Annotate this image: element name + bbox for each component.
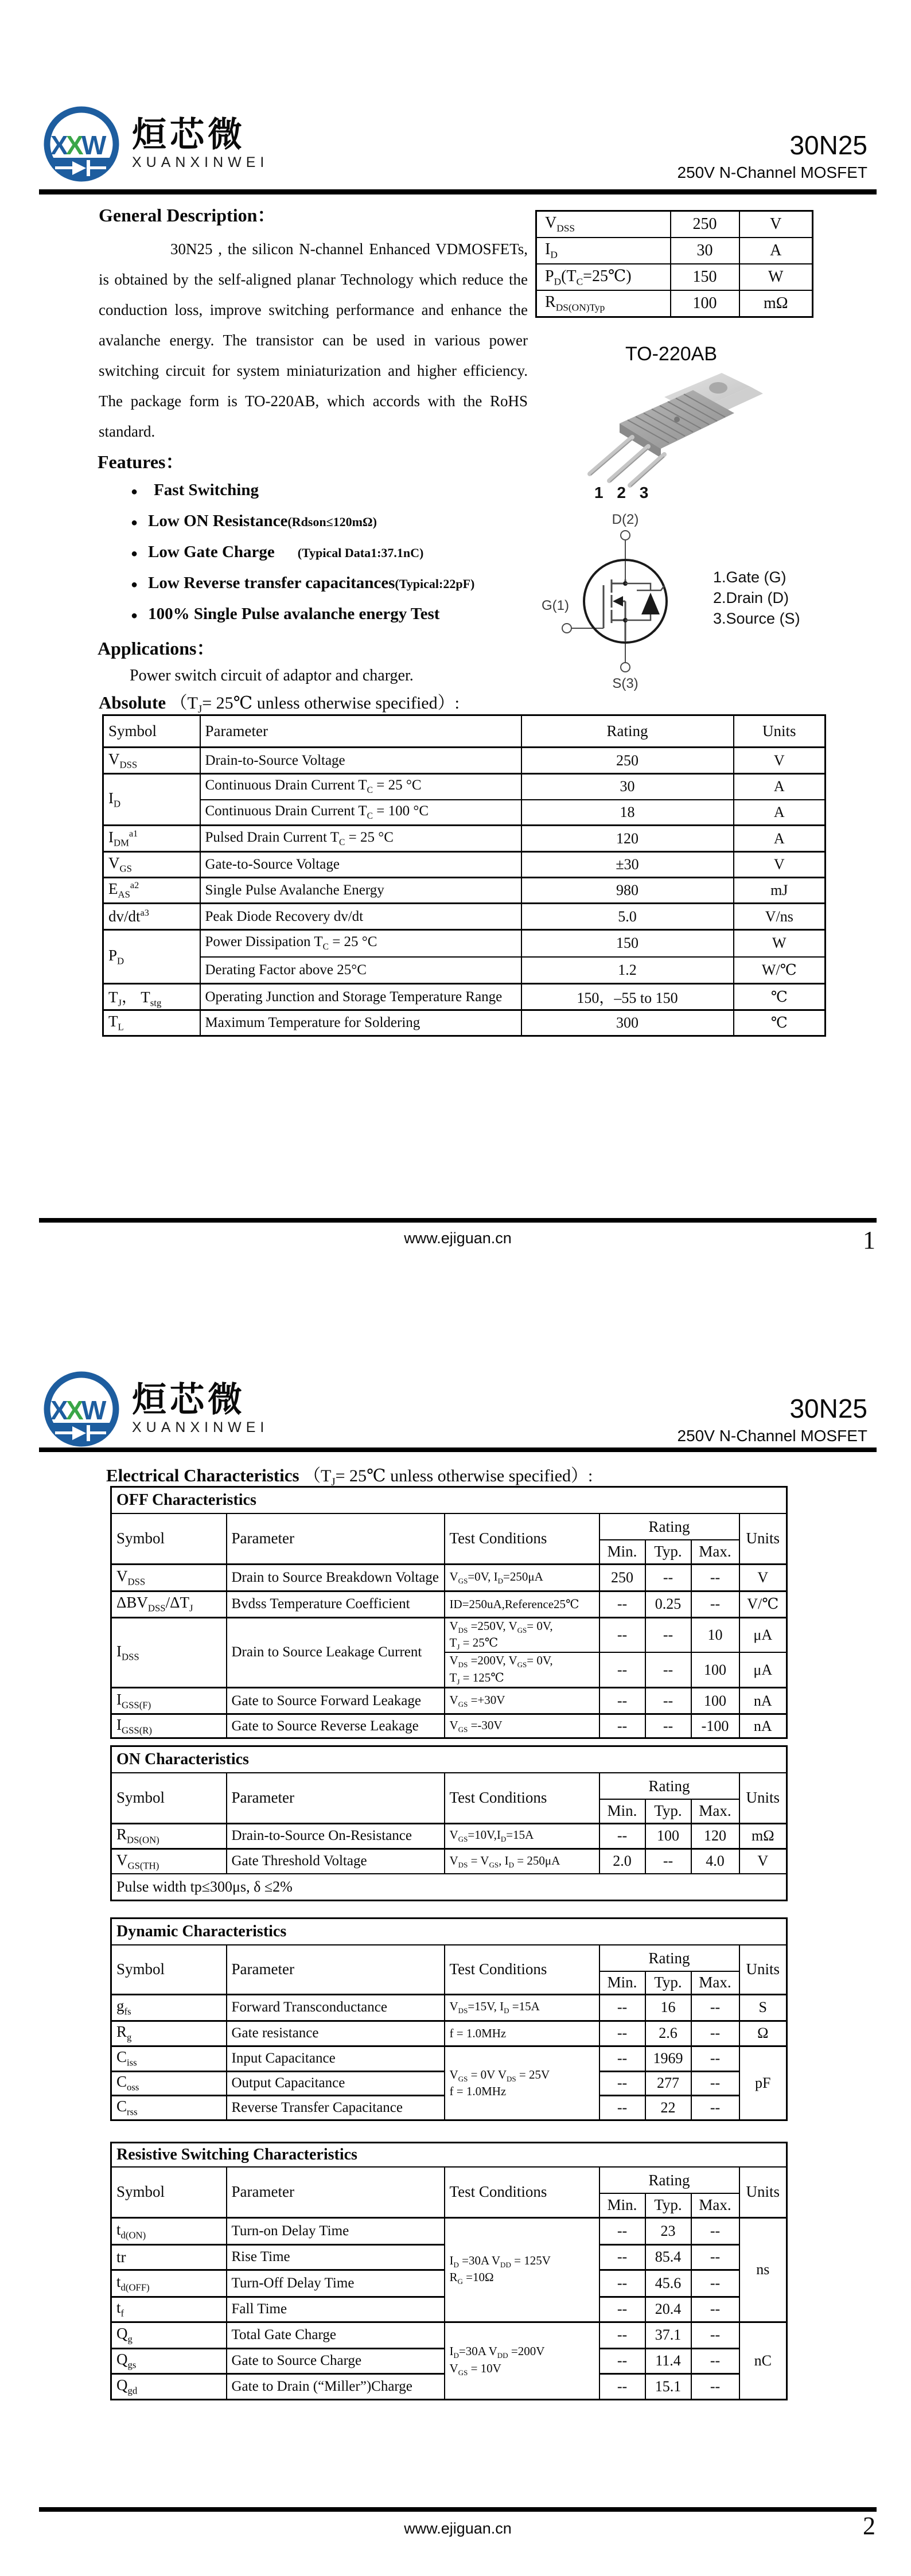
off-characteristics-table xyxy=(110,1486,788,1739)
part-number: 30N25 xyxy=(789,1394,867,1423)
svg-text:X: X xyxy=(66,1395,84,1425)
company-logo xyxy=(40,1371,126,1454)
list-item: ● Low ON Resistance (Rdson≤120mΩ) xyxy=(131,512,377,530)
table-row: $R_g$ Gate resistance f = 1.0MHz -- 2.6 -- Ω xyxy=(111,2021,787,2046)
param-value: 30 xyxy=(671,238,739,264)
table-row: $C_{rss}$ Reverse Transfer Capacitance -- 22 -- xyxy=(111,2095,787,2120)
svg-text:W: W xyxy=(81,130,107,160)
general-description-title: General Description： xyxy=(99,205,276,225)
table-row: Continuous Drain Current $T_C = 100$ °C 18 A xyxy=(103,800,826,826)
page-number: 2 xyxy=(863,2512,875,2540)
brand-name-en: XUANXINWEI xyxy=(132,1419,269,1435)
band-row: Resistive Switching Characteristics xyxy=(111,2143,787,2168)
list-item: ● Fast Switching xyxy=(131,481,259,499)
param-unit: W xyxy=(739,264,813,290)
brand-name-en: XUANXINWEI xyxy=(132,154,269,170)
table-row xyxy=(536,264,813,290)
dynamic-characteristics-table xyxy=(110,1917,788,2121)
list-item: ● Low Reverse transfer capacitances (Typical:22pF) xyxy=(131,574,475,592)
table-header-row: Min. Typ. Max. xyxy=(111,1540,787,1564)
table-row: $V_{GS}$ Gate-to-Source Voltage ±30 V xyxy=(103,852,826,878)
table-row: $I_{GSS(R)}$ Gate to Source Reverse Leakage $V_{GS} =-30V$ -- -- -100 nA xyxy=(111,1714,787,1738)
to220-package-icon xyxy=(568,367,769,499)
table-header-row: Symbol Parameter Test Conditions Rating Units xyxy=(111,1945,787,1971)
bullet-icon: ● xyxy=(131,485,138,498)
svg-text:X: X xyxy=(50,130,68,160)
table-header-row: Symbol Parameter Test Conditions Rating Units xyxy=(111,1773,787,1799)
footer-rule xyxy=(39,2507,877,2512)
header-rule xyxy=(39,1447,877,1452)
body-diode-icon xyxy=(625,583,664,620)
features-title: Features： xyxy=(98,452,184,472)
param-value: 100 xyxy=(671,290,739,317)
source-label: S(3) xyxy=(612,676,639,691)
param-unit: A xyxy=(739,238,813,264)
table-row: $t_{d(OFF)}$ Turn-Off Delay Time -- 45.6 -- xyxy=(111,2270,787,2297)
electrical-characteristics-title: Electrical Characteristics （$T_J=$ 25℃ unless otherwise specified）: xyxy=(106,1465,593,1488)
table-row: $I_D$ Continuous Drain Current $T_C = 25$ °C 30 A xyxy=(103,774,826,800)
table-row: $C_{oss}$ Output Capacitance -- 277 -- xyxy=(111,2071,787,2095)
table-row xyxy=(536,211,813,238)
band-row: OFF Characteristics xyxy=(111,1487,787,1514)
table-header-row: Symbol Parameter Rating Units xyxy=(103,715,826,748)
param-symbol: $I_D$ xyxy=(536,238,671,264)
table-header-row: Min. Typ. Max. xyxy=(111,1971,787,1994)
on-characteristics-table xyxy=(110,1745,788,1901)
footer-url: www.ejiguan.cn xyxy=(404,2520,512,2537)
table-row: $I_{DM}^{a1}$ Pulsed Drain Current $T_C = 25$ °C 120 A xyxy=(103,826,826,852)
band-row: ON Characteristics xyxy=(111,1746,787,1773)
table-row: $t_{d(ON)}$ Turn-on Delay Time $I_D =30A$ $V_{DD} = 125V$ $R_G =10\Omega$ -- 23 -- ns xyxy=(111,2217,787,2244)
package-image xyxy=(568,367,769,502)
part-subtitle: 250V N-Channel MOSFET xyxy=(677,163,867,181)
brand-name-cn: 烜芯微 xyxy=(132,115,246,154)
table-row: Derating Factor above 25°C 1.2 W/℃ xyxy=(103,957,826,984)
table-row: $I_{GSS(F)}$ Gate to Source Forward Leakage $V_{GS} =+30V$ -- -- 100 nA xyxy=(111,1688,787,1714)
legend-item: 3.Source (S) xyxy=(713,610,800,627)
list-item: ● 100% Single Pulse avalanche energy Test xyxy=(131,605,440,623)
param-symbol: $V_{DSS}$ xyxy=(536,211,671,238)
table-header-row: Symbol Parameter Test Conditions Rating Units xyxy=(111,2167,787,2193)
package-name: TO-220AB xyxy=(625,343,717,365)
table-row: $V_{GS(TH)}$ Gate Threshold Voltage $V_{DS} = V_{GS}$, $I_D = 250\mu A$ 2.0 -- 4.0 V xyxy=(111,1849,787,1874)
absolute-ratings-table xyxy=(102,714,826,1037)
table-row: $V_{DSS}$ Drain to Source Breakdown Voltage $V_{GS}=0V$, $I_D=250\mu A$ 250 -- -- V xyxy=(111,1564,787,1591)
legend-item: 2.Drain (D) xyxy=(713,589,789,606)
table-row xyxy=(536,238,813,264)
drain-label: D(2) xyxy=(612,512,639,527)
table-row: $t_f$ Fall Time -- 20.4 -- xyxy=(111,2297,787,2322)
mosfet-symbol-icon xyxy=(534,508,706,691)
footer-url: www.ejiguan.cn xyxy=(404,1229,512,1247)
svg-text:X: X xyxy=(66,130,84,160)
table-row: $Q_{gd}$ Gate to Drain (“Miller”)Charge -- 15.1 -- xyxy=(111,2373,787,2399)
table-row: $I_{DSS}$ Drain to Source Leakage Current $V_{DS} =250V$, $V_{GS}= 0V$, $T_J$ = 25℃ -- -- 10 μA xyxy=(111,1617,787,1652)
table-header-row: Symbol Parameter Test Conditions Rating Units xyxy=(111,1513,787,1540)
list-item: ● Low Gate Charge (Typical Data1:37.1nC) xyxy=(131,543,424,561)
part-subtitle: 250V N-Channel MOSFET xyxy=(677,1426,867,1445)
brand-name-cn: 烜芯微 xyxy=(132,1380,246,1419)
brand-block xyxy=(132,1380,269,1436)
band-row: Dynamic Characteristics xyxy=(111,1919,787,1945)
param-symbol: $R_{DS(ON)Typ}$ xyxy=(536,290,671,317)
applications-text: Power switch circuit of adaptor and charger. xyxy=(130,667,414,684)
page-2 xyxy=(0,1288,911,2576)
bullet-icon: ● xyxy=(131,578,138,591)
general-description-text: 30N25 , the silicon N-channel Enhanced VDMOSFETs, is obtained by the self-aligned planar Technology which reduce the conduction loss, improve switching performance and enhance the avalanche energy. The transistor can be used in various power switching circuit for system miniaturization and higher efficiency. The package form is TO-220AB, which accords with the RoHS standard. xyxy=(99,240,528,440)
legend-item: 1.Gate (G) xyxy=(713,569,787,586)
table-header-row: Min. Typ. Max. xyxy=(111,1799,787,1823)
table-row: $T_J$， $T_{stg}$ Operating Junction and Storage Temperature Range 150，–55 to 150 ℃ xyxy=(103,984,826,1010)
table-row: $E_{AS}^{a2}$ Single Pulse Avalanche Energy 980 mJ xyxy=(103,878,826,904)
footer-rule xyxy=(39,1218,877,1223)
part-header xyxy=(678,131,867,182)
applications-title: Applications： xyxy=(98,638,215,659)
mosfet-schematic xyxy=(534,508,706,694)
logo-mark-icon xyxy=(40,1371,126,1452)
company-logo xyxy=(40,106,126,189)
table-row: $C_{iss}$ Input Capacitance $V_{GS} = 0V$ $V_{DS} = 25V$ f = 1.0MHz -- 1969 -- pF xyxy=(111,2046,787,2071)
switching-characteristics-table xyxy=(110,2142,788,2400)
param-value: 250 xyxy=(671,211,739,238)
header-rule xyxy=(39,189,877,194)
table-row: $P_D$ Power Dissipation $T_C = 25$ °C 150 W xyxy=(103,930,826,957)
bullet-icon: ● xyxy=(131,516,138,529)
gate-label: G(1) xyxy=(542,598,569,613)
part-number: 30N25 xyxy=(789,130,867,160)
svg-text:W: W xyxy=(81,1395,107,1425)
features-list xyxy=(131,481,532,636)
param-value: 150 xyxy=(671,264,739,290)
table-row: $Q_g$ Total Gate Charge $I_D=30A$ $V_{DD} =200V$ $V_{GS} = 10V$ -- 37.1 -- nC xyxy=(111,2322,787,2348)
param-unit: V xyxy=(739,211,813,238)
svg-text:X: X xyxy=(50,1395,68,1425)
pin-numbers-label: 1 2 3 xyxy=(594,484,653,499)
table-row: $g_{fs}$ Forward Transconductance $V_{DS}=15V$, $I_D =15A$ -- 16 -- S xyxy=(111,1994,787,2021)
absolute-ratings-title: Absolute （$T_J=$ 25℃ unless otherwise specified）: xyxy=(99,692,460,715)
brand-block xyxy=(132,115,269,171)
table-row: $Q_{gs}$ Gate to Source Charge -- 11.4 -- xyxy=(111,2348,787,2373)
table-row: Pulse width tp≤300μs, δ ≤2% xyxy=(111,1874,787,1901)
table-row: $\Delta BV_{DSS}/\Delta T_J$ Bvdss Temperature Coefficient ID=250uA,Reference25℃ -- 0.25 -- V/℃ xyxy=(111,1591,787,1617)
param-unit: mΩ xyxy=(739,290,813,317)
key-parameters-table xyxy=(535,210,813,318)
table-row: tr Rise Time -- 85.4 -- xyxy=(111,2244,787,2270)
table-header-row: Min. Typ. Max. xyxy=(111,2193,787,2217)
table-row xyxy=(536,290,813,317)
part-header xyxy=(678,1394,867,1445)
logo-mark-icon xyxy=(40,106,126,186)
page-number: 1 xyxy=(863,1226,875,1254)
table-row: $R_{DS(ON)}$ Drain-to-Source On-Resistance $V_{GS}=10V,I_D=15A$ -- 100 120 mΩ xyxy=(111,1823,787,1849)
table-row: $V_{DS} =200V$, $V_{GS}= 0V$, $T_J$ = 125℃ -- -- 100 μA xyxy=(111,1652,787,1687)
table-row: $V_{DSS}$ Drain-to-Source Voltage 250 V xyxy=(103,748,826,774)
bullet-icon: ● xyxy=(131,547,138,560)
pin-legend xyxy=(713,567,800,629)
bullet-icon: ● xyxy=(131,609,138,622)
param-symbol: $P_D(T_C=25℃)$ xyxy=(536,264,671,290)
table-row: $dv/dt^{a3}$ Peak Diode Recovery dv/dt 5.0 V/ns xyxy=(103,904,826,930)
table-row: $T_L$ Maximum Temperature for Soldering 300 ℃ xyxy=(103,1010,826,1036)
